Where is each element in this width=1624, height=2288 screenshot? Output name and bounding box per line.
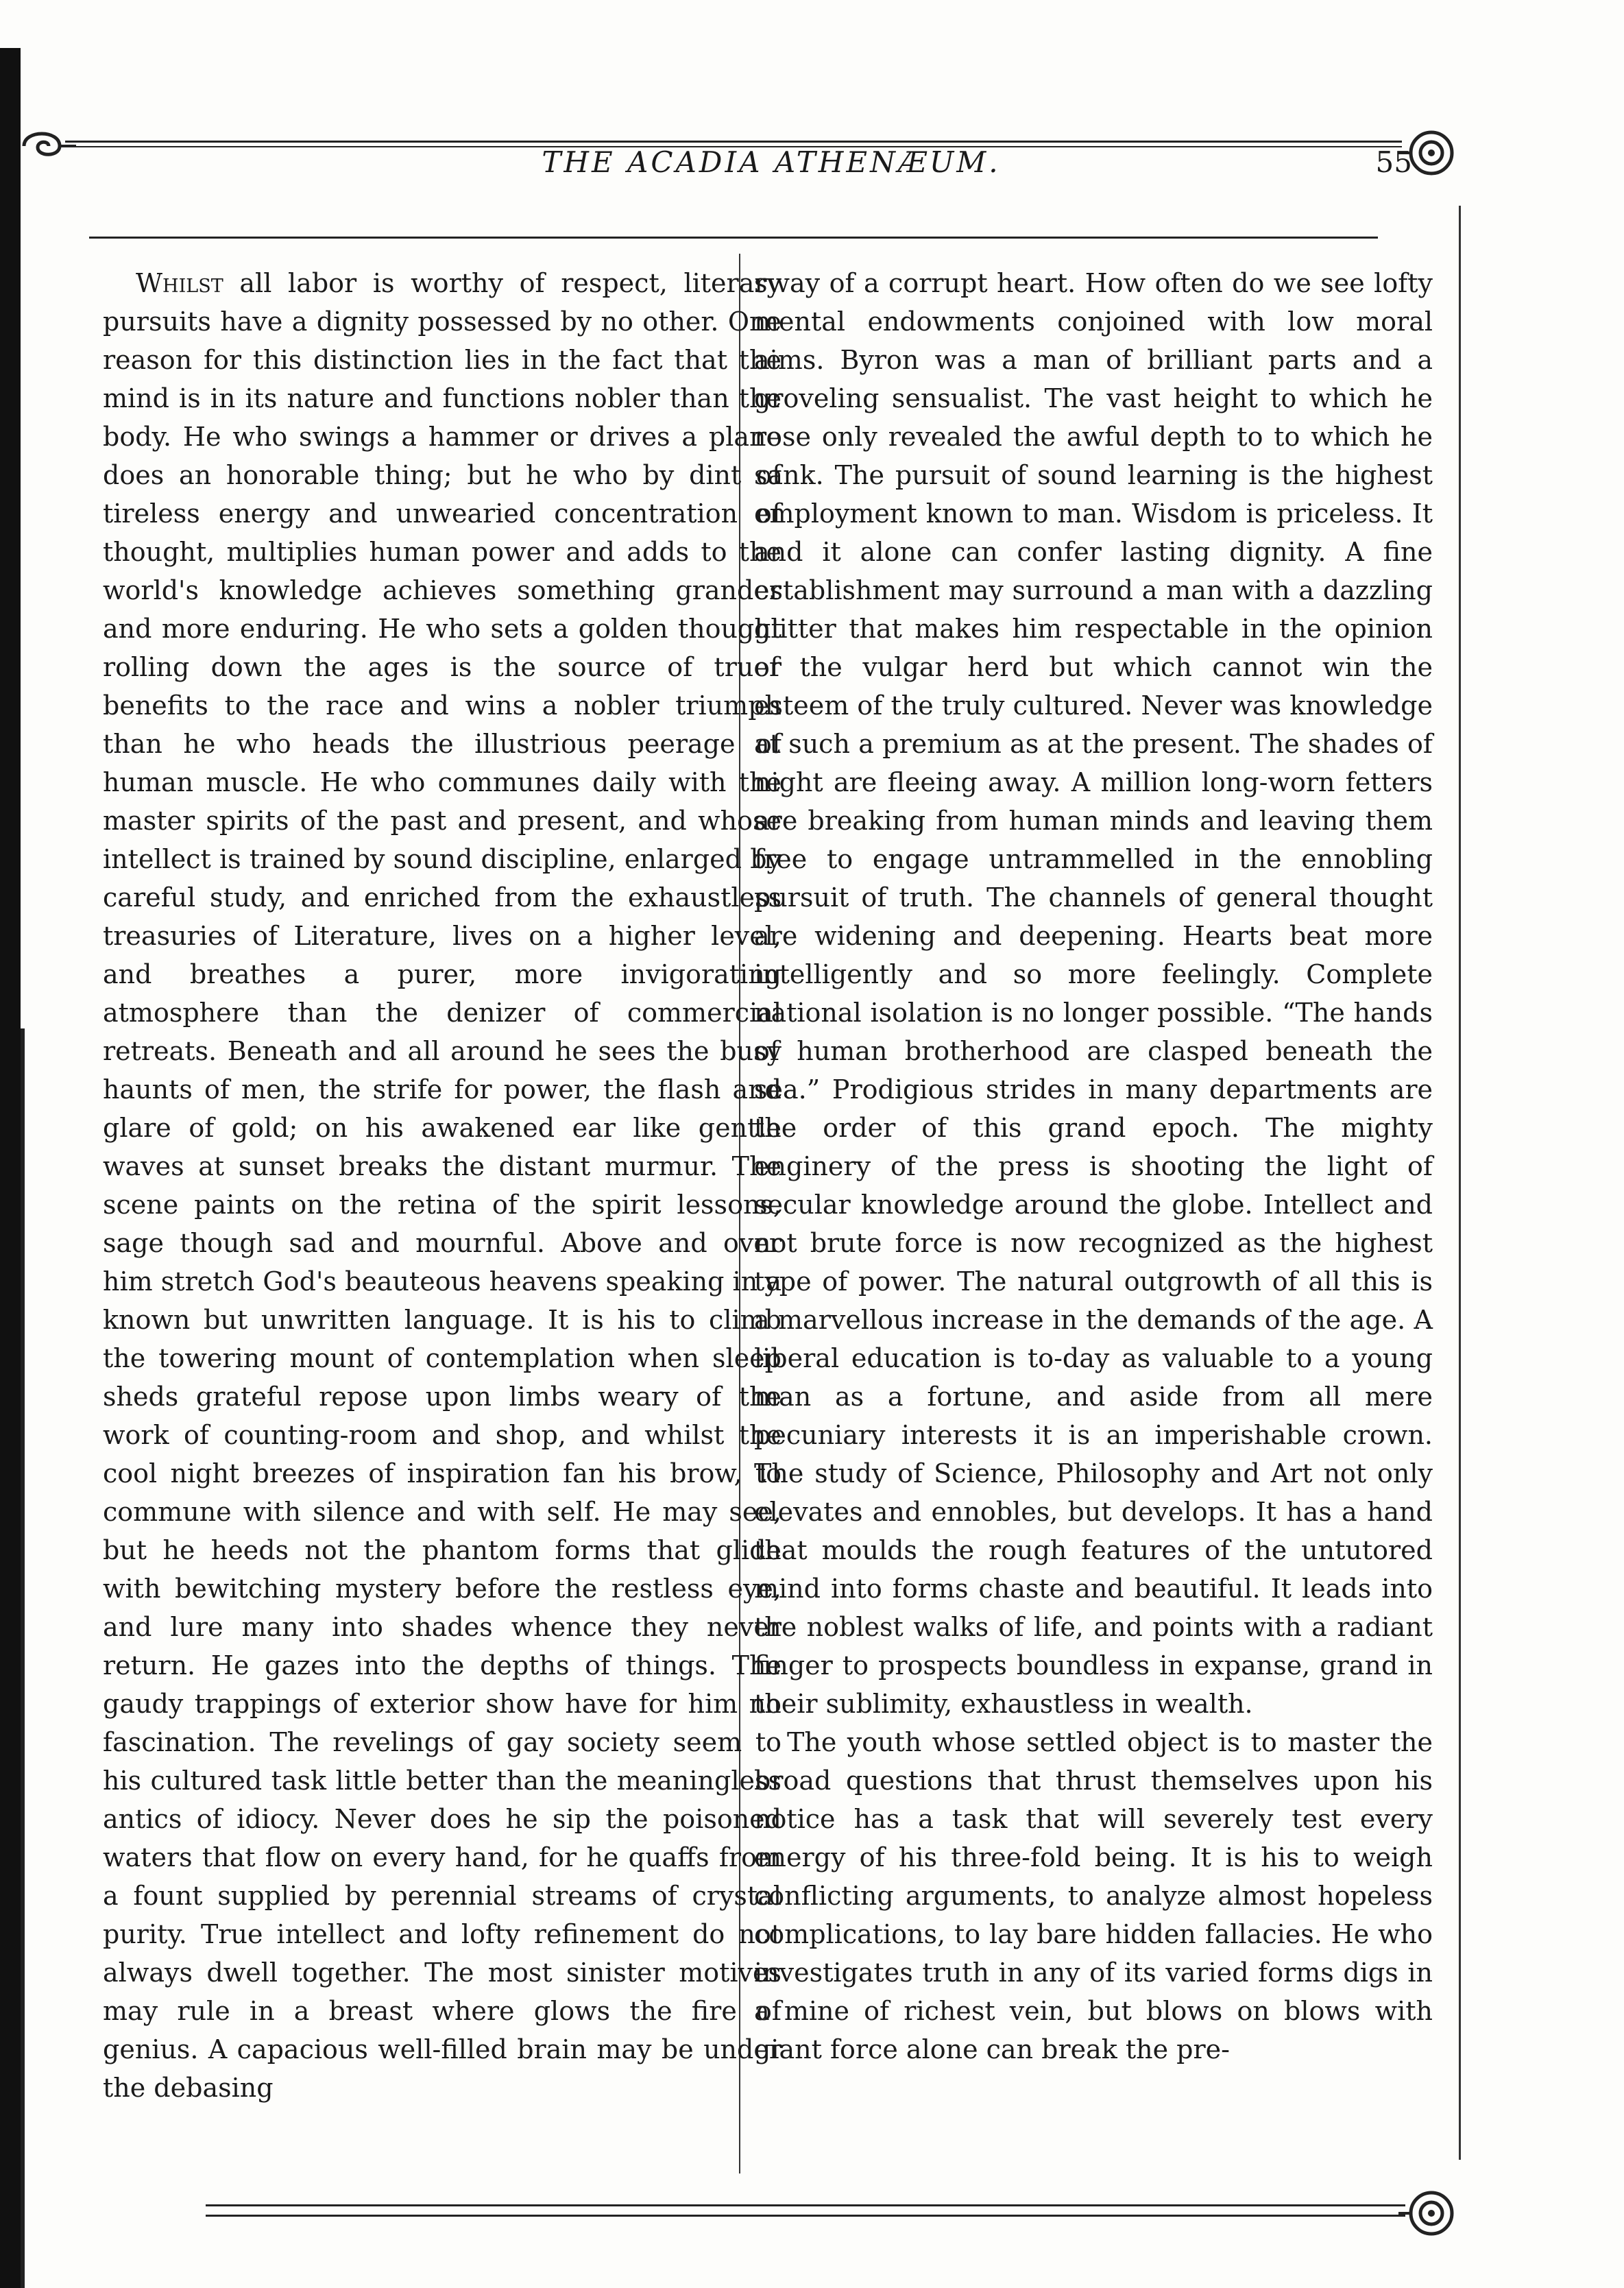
paragraph bbox=[103, 264, 781, 2107]
opening-line: all labor is worthy of respect, literary bbox=[223, 268, 781, 298]
paragraph-body: pursuits have a dignity possessed by no other. One reason for this distinction lies in the fact that the mind is in its nature and functions nobler than the body. He who swings a hammer or drives a plane does an honorable thing; but he who by dint of tireless energy and unwearied concentration of thought, multiplies human power and adds to the world's knowledge achieves something grander and more enduring. He who sets a golden thought rolling down the ages is the source of truer benefits to the race and wins a nobler triumph than he who heads the illustrious peerage of human muscle. He who communes daily with the master spirits of the past and present, and whose intellect is trained by sound discipline, enlarged by careful study, and enriched from the exhaustless treasuries of Literature, lives on a higher level, and breathes a purer, more invigorating atmosphere than the denizer of commercial retreats. Beneath and all around he sees the busy haunts of men, the strife for power, the flash and glare of gold; on his awakened ear like gentle waves at sunset breaks the distant murmur. The scene paints on the retina of the spirit lessons, sage though sad and mournful. Above and over him stretch God's beauteous heavens speaking in a known but unwritten language. It is his to climb the towering mount of contemplation when sleep sheds grateful repose upon limbs weary of the work of counting-room and shop, and whilst the cool night breezes of inspiration fan his brow, to commune with silence and with self. He may see, but he heeds not the phantom forms that glide with bewitching mystery before the restless eye, and lure many into shades whence they never return. He gazes into the depths of things. The gaudy trappings of exterior show have for him no fascination. The revelings of gay society seem to his cultured task little better than the meaningless antics of idiocy. Never does he sip the poisoned waters that flow on every hand, for he quaffs from a fount supplied by perennial streams of crystal purity. True intellect and lofty refinement do not always dwell together. The most sinister motives may rule in a breast where glows the fire of genius. A capacious well-filled brain may be under the debasing bbox=[103, 306, 781, 2103]
bottom-rule-upper bbox=[206, 2204, 1405, 2206]
opening-word: Whilst bbox=[136, 268, 223, 298]
header-underline bbox=[89, 237, 1378, 239]
bottom-rule-lower bbox=[206, 2215, 1405, 2217]
right-border-rule bbox=[1459, 206, 1461, 2160]
scroll-ornament-icon bbox=[10, 113, 76, 179]
right-column bbox=[754, 264, 1433, 2156]
left-column bbox=[103, 264, 781, 2156]
page-number: 55 bbox=[1375, 145, 1412, 179]
binding-edge-inner bbox=[21, 1028, 25, 2288]
top-rule-upper bbox=[65, 141, 1402, 143]
binding-edge bbox=[0, 48, 21, 2288]
page-header bbox=[103, 145, 1440, 193]
running-title: THE ACADIA ATHENÆUM. bbox=[542, 145, 1001, 179]
paragraph: The youth whose settled object is to master the broad questions that thrust themselves upon his notice has a task that will severely test every energy of his three-fold being. It is his to weigh conflicting arguments, to analyze almost hopeless complications, to lay bare hidden fallacies. He who investigates truth in any of its varied forms digs in a mine of richest vein, but blows on blows with giant force alone can break the pre- bbox=[754, 1727, 1433, 2064]
scroll-ornament-icon bbox=[1398, 2180, 1464, 2246]
paragraph: sway of a corrupt heart. How often do we see lofty mental endowments conjoined with low moral aims. Byron was a man of brilliant parts and a groveling sensualist. The vast height to which he rose only revealed the awful depth to to which he sank. The pursuit of sound learning is the highest employment known to man. Wisdom is priceless. It and it alone can confer lasting dignity. A fine establishment may surround a man with a dazzling glitter that makes him respectable in the opinion of the vulgar herd but which cannot win the esteem of the truly cultured. Never was knowledge at such a premium as at the present. The shades of night are fleeing away. A million long-worn fetters are breaking from human minds and leaving them free to engage untrammelled in the ennobling pursuit of truth. The channels of general thought are widening and deepening. Hearts beat more intelligently and so more feelingly. Complete national isolation is no longer possible. “The hands of human brotherhood are clasped beneath the sea.” Prodigious strides in many departments are the order of this grand epoch. The mighty enginery of the press is shooting the light of secular knowledge around the globe. Intellect and not brute force is now recognized as the highest type of power. The natural outgrowth of all this is a marvellous increase in the demands of the age. A liberal education is to-day as valuable to a young man as a fortune, and aside from all mere pecuniary interests it is an imperishable crown. The study of Science, Philosophy and Art not only elevates and ennobles, but develops. It has a hand that moulds the rough features of the untutored mind into forms chaste and beautiful. It leads into the noblest walks of life, and points with a radiant finger to prospects boundless in expanse, grand in their sublimity, exhaustless in wealth. bbox=[754, 268, 1433, 1719]
